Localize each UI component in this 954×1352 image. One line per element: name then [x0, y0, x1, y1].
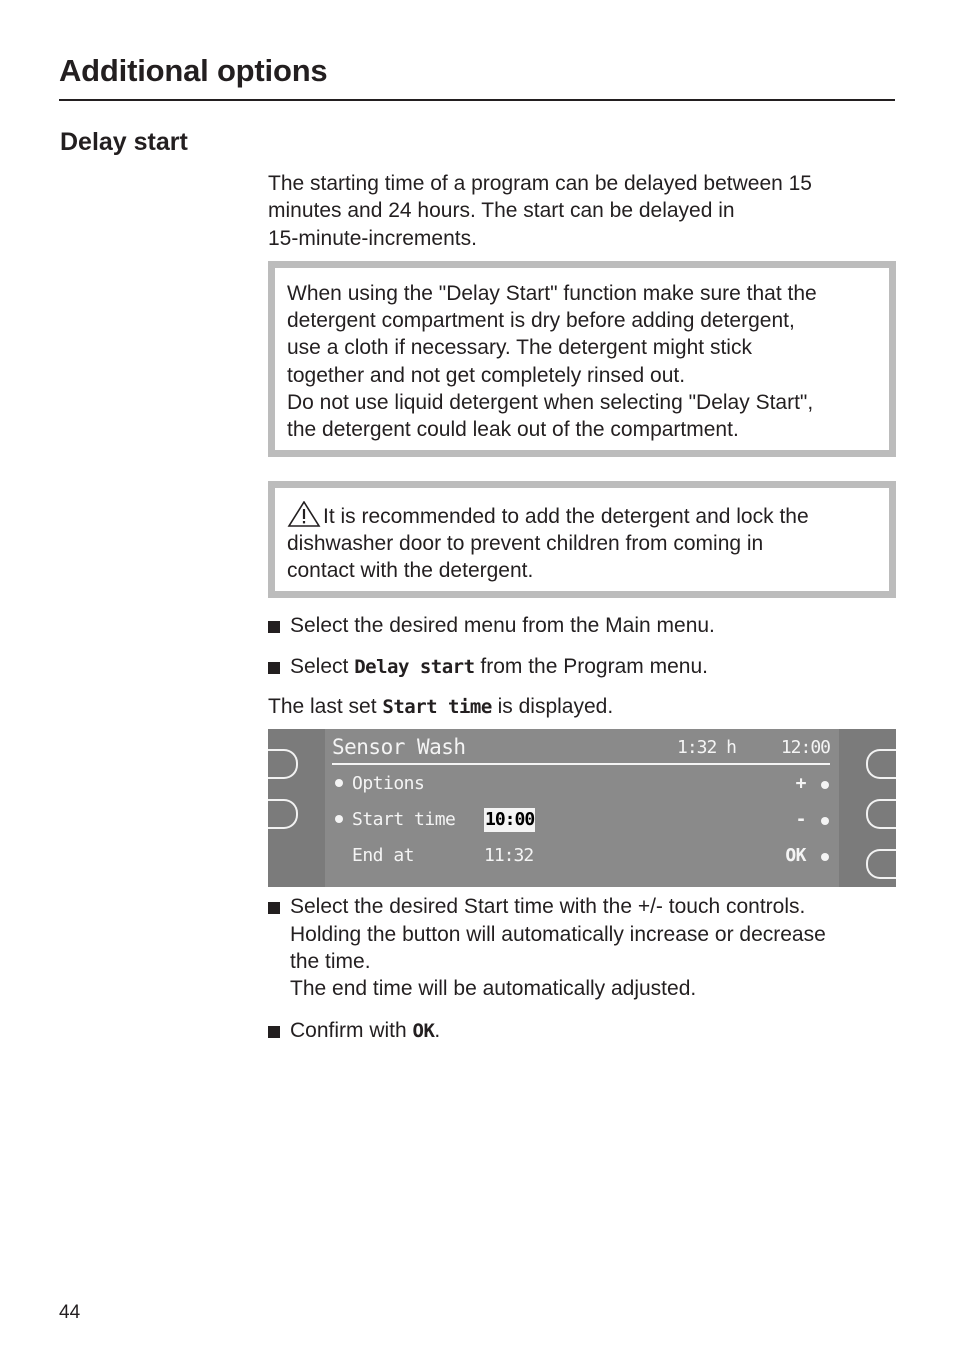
plus-indicator-icon	[821, 781, 829, 789]
ok-sensor-button[interactable]	[866, 849, 896, 879]
bullet-square-icon	[268, 1026, 280, 1038]
left-sensor-button-2[interactable]	[268, 799, 298, 829]
intro-paragraph	[268, 170, 896, 252]
minus-action-label: -	[795, 809, 806, 831]
step-text: Select the desired menu from the Main menu.	[290, 613, 715, 637]
bullet-square-icon	[268, 902, 280, 914]
note-line: together and not get completely rinsed out.	[287, 363, 686, 387]
menu-row-start-time	[332, 807, 830, 835]
step-text: .	[434, 1018, 441, 1042]
menu-row-end-at	[332, 843, 830, 871]
minus-indicator-icon	[821, 817, 829, 825]
plus-action-label: +	[795, 773, 806, 795]
step-text: Select	[290, 654, 355, 678]
page-number: 44	[59, 1302, 81, 1323]
step-text: from the Program menu.	[474, 654, 708, 678]
note-text: The last set	[268, 695, 383, 719]
note-line: the detergent could leak out of the compartment.	[287, 418, 739, 442]
menu-label: End at	[352, 845, 415, 867]
warning-line: dishwasher door to prevent children from coming in	[287, 531, 764, 555]
step-line: The end time will be automatically adjusted.	[290, 977, 697, 1001]
step-confirm	[268, 1017, 896, 1045]
step-text: Confirm with	[290, 1018, 413, 1042]
menu-label: Start time	[352, 809, 456, 831]
menu-label: Options	[352, 773, 425, 795]
section-title: Delay start	[60, 128, 188, 156]
step-line: the time.	[290, 950, 371, 974]
warning-line	[287, 501, 877, 530]
display-term: Start time	[382, 696, 492, 719]
display-term: OK	[412, 1019, 435, 1042]
note-line: Do not use liquid detergent when selecting "Delay Start",	[287, 391, 814, 415]
start-time-value: 10:00	[485, 809, 535, 831]
note-text: is displayed.	[491, 695, 614, 719]
plus-sensor-button[interactable]	[866, 749, 896, 779]
step-line: Select the desired Start time with the +/- touch controls.	[290, 895, 806, 919]
ok-indicator-icon	[821, 853, 829, 861]
step-select-start-time	[268, 893, 896, 1002]
warning-triangle-icon	[287, 501, 321, 527]
warning-line: contact with the detergent.	[287, 559, 534, 583]
bullet-square-icon	[268, 662, 280, 674]
title-divider	[59, 99, 895, 101]
intro-line: 15-minute-increments.	[268, 226, 477, 250]
ok-action-label: OK	[785, 845, 806, 867]
display-screen	[332, 729, 832, 887]
intro-line: minutes and 24 hours. The start can be delayed in	[268, 199, 735, 223]
left-sensor-strip	[268, 729, 325, 887]
step-select-delay-start	[268, 653, 896, 681]
page-title: Additional options	[59, 53, 328, 88]
display-header	[332, 733, 830, 765]
content-column	[268, 170, 896, 1059]
clock-time: 12:00	[780, 737, 830, 759]
minus-sensor-button[interactable]	[866, 799, 896, 829]
warning-text: It is recommended to add the detergent and lock the	[323, 504, 809, 528]
menu-bullet-icon	[335, 779, 343, 787]
step-line: Holding the button will automatically increase or decrease	[290, 922, 826, 946]
note-box	[268, 261, 896, 457]
right-sensor-strip	[839, 729, 896, 887]
note-line: detergent compartment is dry before adding detergent,	[287, 309, 795, 333]
note-line: When using the "Delay Start" function make sure that the	[287, 281, 817, 305]
end-time-value: 11:32	[484, 845, 534, 867]
menu-row-options	[332, 771, 830, 799]
control-panel-display	[268, 729, 896, 887]
program-duration: 1:32 h	[677, 737, 737, 759]
intro-line: The starting time of a program can be delayed between 15	[268, 172, 812, 195]
menu-bullet-icon	[335, 815, 343, 823]
left-sensor-button-1[interactable]	[268, 749, 298, 779]
bullet-square-icon	[268, 621, 280, 633]
program-name: Sensor Wash	[332, 735, 466, 760]
note-line: use a cloth if necessary. The detergent might stick	[287, 336, 752, 360]
step-select-menu	[268, 612, 896, 639]
last-set-note	[268, 693, 896, 721]
warning-box	[268, 481, 896, 598]
display-term: Delay start	[354, 655, 475, 678]
